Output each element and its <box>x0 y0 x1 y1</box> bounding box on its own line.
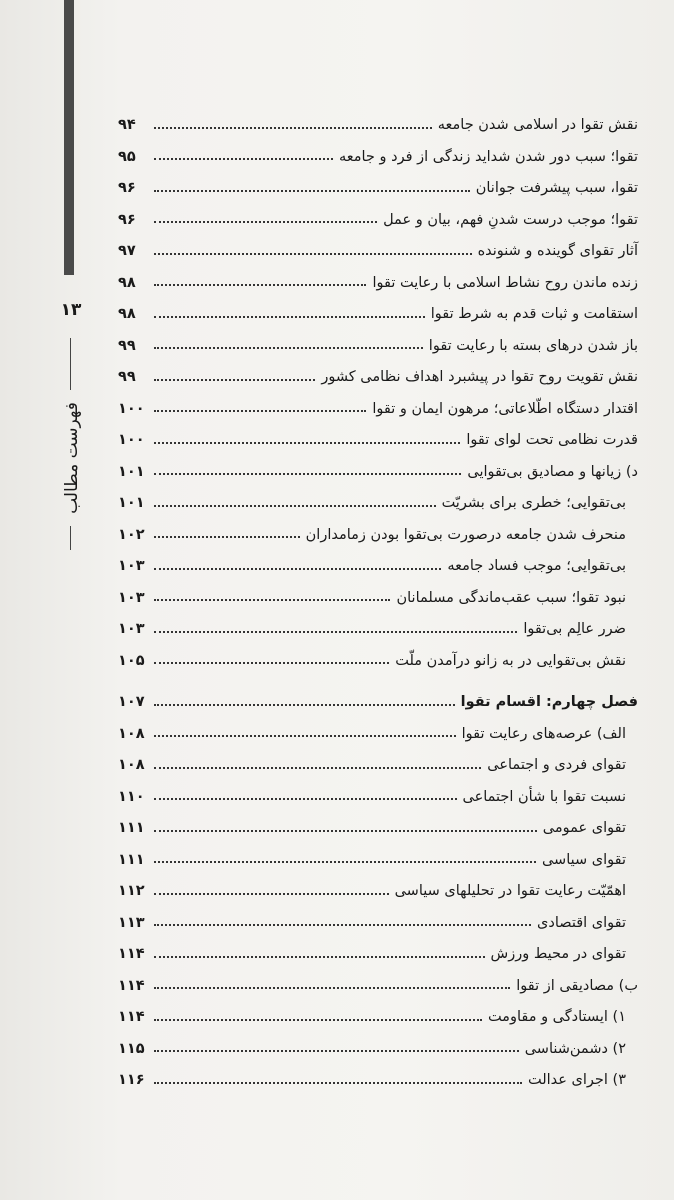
toc-section <box>118 965 638 997</box>
toc-page: ۹۹ <box>118 337 136 354</box>
toc-entry <box>118 230 638 262</box>
dot-leader <box>154 1050 519 1052</box>
toc-entry <box>118 1028 638 1060</box>
toc-page: ۱۱۴ <box>118 1009 145 1025</box>
toc-page: ۱۱۲ <box>118 883 145 899</box>
toc-page: ۱۰۷ <box>118 694 145 710</box>
toc-entry <box>118 545 638 577</box>
dot-leader <box>154 221 377 223</box>
dot-leader <box>154 473 461 475</box>
toc-page: ۹۶ <box>118 180 136 196</box>
toc-page: ۱۱۴ <box>118 946 145 962</box>
margin-rule <box>70 338 71 390</box>
toc-title: نسبت تقوا با شأن اجتماعی <box>462 788 626 805</box>
toc-entry <box>118 640 638 672</box>
toc-page: ۱۰۲ <box>118 526 145 543</box>
toc-section <box>118 451 638 483</box>
dot-leader <box>154 347 423 349</box>
toc-entry <box>118 744 638 776</box>
dot-leader <box>154 735 456 737</box>
dot-leader <box>154 442 460 444</box>
page-number: ۱۳ <box>60 300 82 320</box>
dot-leader <box>154 987 510 989</box>
toc-page: ۱۰۳ <box>118 621 145 637</box>
toc-entry <box>118 902 638 934</box>
toc-entry <box>118 996 638 1028</box>
dot-leader <box>154 830 537 832</box>
dot-leader <box>154 662 389 664</box>
dot-leader <box>154 861 536 863</box>
toc-title: قدرت نظامی تحت لوای تقوا <box>466 432 638 448</box>
toc-title: بی‌تقوایی؛ موجب فساد جامعه <box>447 558 626 574</box>
dot-leader <box>154 956 485 958</box>
toc-page: ۹۸ <box>118 274 136 291</box>
dot-leader <box>154 158 333 160</box>
toc-title: تقوای در محیط ورزش <box>490 946 626 962</box>
toc-entry <box>118 482 638 514</box>
toc-entry <box>118 933 638 965</box>
toc-page: ۱۰۱ <box>118 495 145 511</box>
toc-page: ۱۰۸ <box>118 725 145 742</box>
toc-title: الف) عرصه‌های رعایت تقوا <box>461 725 626 742</box>
toc-title: استقامت و ثبات قدم به شرط تقوا <box>430 306 638 322</box>
toc-entry <box>118 199 638 231</box>
toc-page: ۱۰۵ <box>118 652 145 669</box>
dot-leader <box>154 253 472 255</box>
dot-leader <box>154 505 436 507</box>
toc-title: تقوا، سبب پیشرفت جوانان <box>475 180 638 196</box>
margin-bar <box>64 0 74 275</box>
toc-page: ۱۰۸ <box>118 757 145 773</box>
dot-leader <box>154 568 441 570</box>
toc-entry <box>118 262 638 294</box>
toc-section <box>118 713 638 745</box>
toc-title: باز شدن درهای بسته با رعایت تقوا <box>428 337 638 354</box>
toc-title: ضرر عالِم بی‌تقوا <box>523 621 626 637</box>
toc-chapter <box>118 681 638 713</box>
toc-entry <box>118 608 638 640</box>
toc-page: ۱۱۱ <box>118 820 145 836</box>
dot-leader <box>154 631 517 633</box>
toc-title: تقوای عمومی <box>542 820 626 836</box>
toc-title: نبود تقوا؛ سبب عقب‌ماندگی مسلمانان <box>396 589 626 606</box>
toc-entry <box>118 514 638 546</box>
toc-title: آثار تقوای گوینده و شنونده <box>477 243 638 259</box>
toc-entry <box>118 293 638 325</box>
table-of-contents <box>118 104 638 1091</box>
margin-rule <box>70 526 71 550</box>
dot-leader <box>154 190 470 192</box>
toc-title: نقش تقوا در اسلامی شدن جامعه <box>437 117 638 133</box>
toc-entry <box>118 870 638 902</box>
toc-title: تقوای اقتصادی <box>537 914 626 931</box>
toc-page: ۱۰۳ <box>118 558 145 574</box>
dot-leader <box>154 316 425 318</box>
toc-entry <box>118 577 638 609</box>
toc-page: ۱۰۰ <box>118 400 145 417</box>
dot-leader <box>154 893 389 895</box>
toc-title: تقوای سیاسی <box>541 851 626 868</box>
dot-leader <box>154 798 457 800</box>
toc-title: ۲) دشمن‌شناسی <box>524 1040 626 1057</box>
toc-title: زنده ماندن روح نشاط اسلامی با رعایت تقوا <box>372 274 638 291</box>
toc-entry <box>118 807 638 839</box>
toc-title: د) زیانها و مصادیق بی‌تقوایی <box>467 463 638 480</box>
running-head: فهرست مطالب <box>62 402 82 514</box>
toc-page: ۹۵ <box>118 148 136 165</box>
toc-page: ۱۱۱ <box>118 851 145 868</box>
toc-title: تقوا؛ موجب درست شدنِ فهم، بیان و عمل <box>383 211 638 228</box>
toc-page: ۹۴ <box>118 117 136 133</box>
toc-title: ۱) ایستادگی و مقاومت <box>487 1009 626 1025</box>
toc-title: نقش بی‌تقوایی در به زانو درآمدن ملّت <box>395 652 626 669</box>
toc-entry <box>118 419 638 451</box>
toc-title: بی‌تقوایی؛ خطری برای بشریّت <box>441 495 626 511</box>
toc-entry <box>118 104 638 136</box>
toc-title: نقش تقویت روح تقوا در پیشبرد اهداف نظامی کشور <box>321 369 638 385</box>
toc-entry <box>118 388 638 420</box>
dot-leader <box>154 127 432 129</box>
toc-title: منحرف شدن جامعه درصورت بی‌تقوا بودن زمامداران <box>305 526 626 543</box>
toc-page: ۱۱۴ <box>118 977 145 994</box>
toc-page: ۱۱۵ <box>118 1040 145 1057</box>
toc-page: ۹۶ <box>118 211 136 228</box>
toc-entry <box>118 776 638 808</box>
toc-page: ۹۹ <box>118 369 136 385</box>
toc-entry <box>118 325 638 357</box>
toc-page: ۹۷ <box>118 243 136 259</box>
toc-page: ۱۱۶ <box>118 1072 145 1088</box>
dot-leader <box>154 767 481 769</box>
toc-title: اهمّیّت رعایت تقوا در تحلیلهای سیاسی <box>394 883 626 899</box>
toc-entry <box>118 839 638 871</box>
dot-leader <box>154 704 455 706</box>
toc-title: اقتدار دستگاه اطّلاعاتی؛ مرهون ایمان و تقوا <box>372 400 638 417</box>
toc-title: فصل چهارم: اقسام تقوا <box>460 694 638 710</box>
toc-title: تقوای فردی و اجتماعی <box>487 757 626 773</box>
dot-leader <box>154 1082 522 1084</box>
toc-entry <box>118 1059 638 1091</box>
toc-entry <box>118 136 638 168</box>
toc-title: تقوا؛ سبب دور شدن شداید زندگی از فرد و جامعه <box>338 148 638 165</box>
toc-entry <box>118 167 638 199</box>
dot-leader <box>154 410 366 412</box>
toc-page: ۱۰۰ <box>118 432 145 448</box>
toc-page: ۱۱۳ <box>118 914 145 931</box>
dot-leader <box>154 379 315 381</box>
toc-title: ب) مصادیقی از تقوا <box>516 977 638 994</box>
dot-leader <box>154 1019 482 1021</box>
toc-page: ۱۰۳ <box>118 589 145 606</box>
dot-leader <box>154 536 300 538</box>
dot-leader <box>154 284 366 286</box>
dot-leader <box>154 924 531 926</box>
dot-leader <box>154 599 390 601</box>
toc-page: ۱۰۱ <box>118 463 145 480</box>
toc-page: ۱۱۰ <box>118 788 145 805</box>
toc-page: ۹۸ <box>118 306 136 322</box>
toc-entry <box>118 356 638 388</box>
toc-title: ۳) اجرای عدالت <box>528 1072 626 1088</box>
